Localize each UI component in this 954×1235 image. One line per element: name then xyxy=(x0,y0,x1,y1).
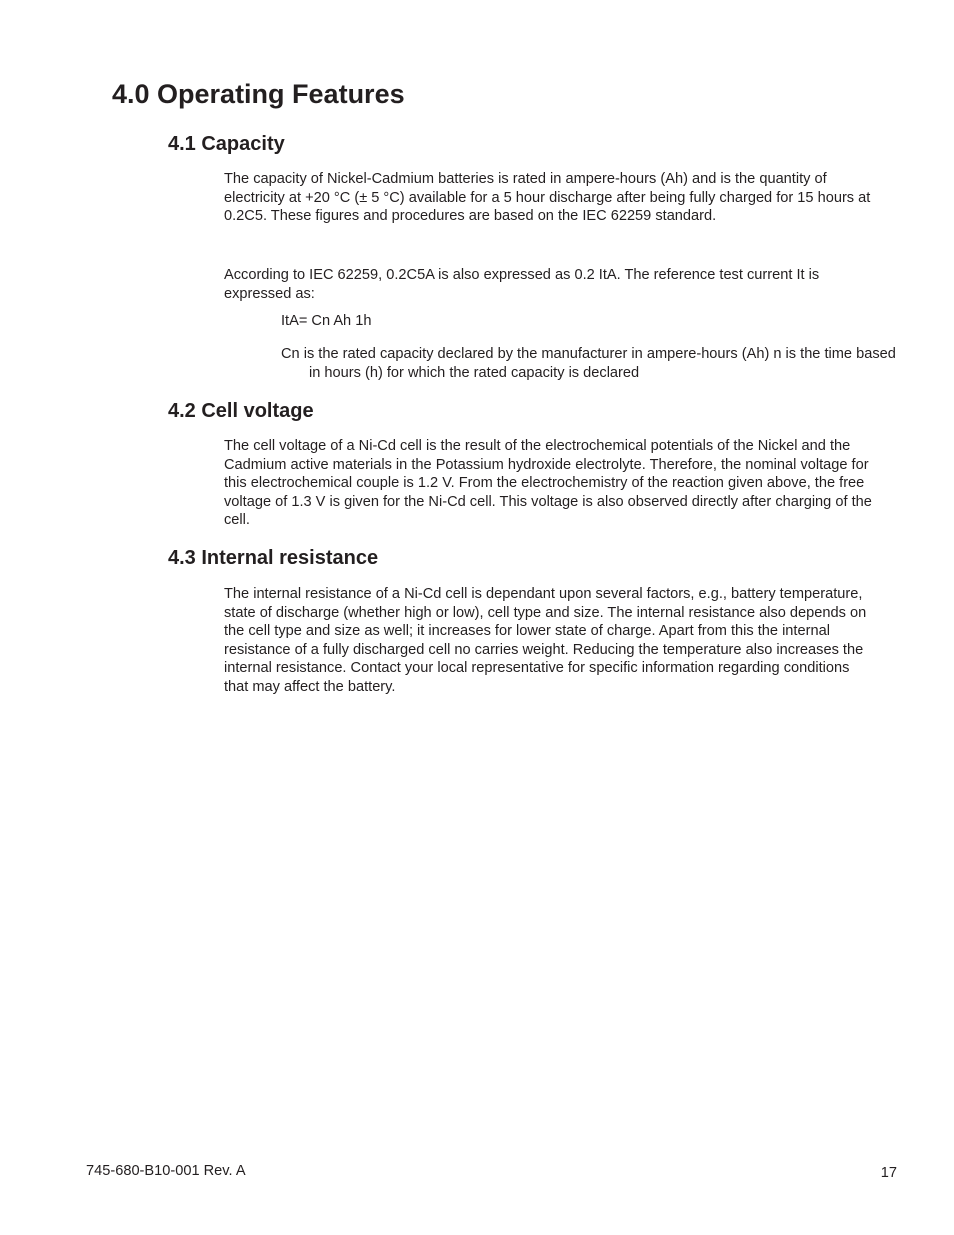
cell-voltage-paragraph: The cell voltage of a Ni-Cd cell is the result of the electrochemical potentials of the Nickel and the Cadmium active materials in the Potassium hydroxide electrolyte. Therefore, the nominal voltage for this electrochemical couple is 1.2 V. From the electrochemistry of the reaction given above, the free voltage of 1.3 V is given for the Ni-Cd cell. This voltage is also observed directly after charging of the cell. xyxy=(224,438,872,529)
internal-resistance-paragraph: The internal resistance of a Ni-Cd cell is dependant upon several factors, e.g., battery temperature, state of discharge (whether high or low), cell type and size. The internal resistance also depends on the cell type and size as well; it increases for lower state of charge. Apart from this the internal resistance of a fully discharged cell no carries weight. Reducing the temperature also increases the internal resistance. Contact your local representative for specific information regarding conditions that may affect the battery. xyxy=(224,586,867,695)
section-heading-cell-voltage: 4.2 Cell voltage xyxy=(168,400,314,422)
capacity-definition: Cn is the rated capacity declared by the manufacturer in ampere-hours (Ah) n is the time based in hours (h) for which the rated capacity is declared xyxy=(281,346,896,381)
section-heading-internal-resistance: 4.3 Internal resistance xyxy=(168,547,379,569)
section-heading-capacity: 4.1 Capacity xyxy=(168,133,285,155)
footer-doc-number: 745-680-B10-001 Rev. A xyxy=(86,1163,246,1179)
capacity-paragraph-2: According to IEC 62259, 0.2C5A is also expressed as 0.2 ItA. The reference test current It is expressed as: xyxy=(224,267,820,302)
page-title: 4.0 Operating Features xyxy=(112,79,405,109)
footer-page-number: 17 xyxy=(880,1165,897,1181)
capacity-formula: ItA= Cn Ah 1h xyxy=(281,313,372,329)
capacity-paragraph-1: The capacity of Nickel-Cadmium batteries is rated in ampere-hours (Ah) and is the quantity of electricity at +20 °C (± 5 °C) available for a 5 hour discharge after being fully charged for 15 hours at 0.2C5. These figures and procedures are based on the IEC 62259 standard. xyxy=(224,171,871,225)
